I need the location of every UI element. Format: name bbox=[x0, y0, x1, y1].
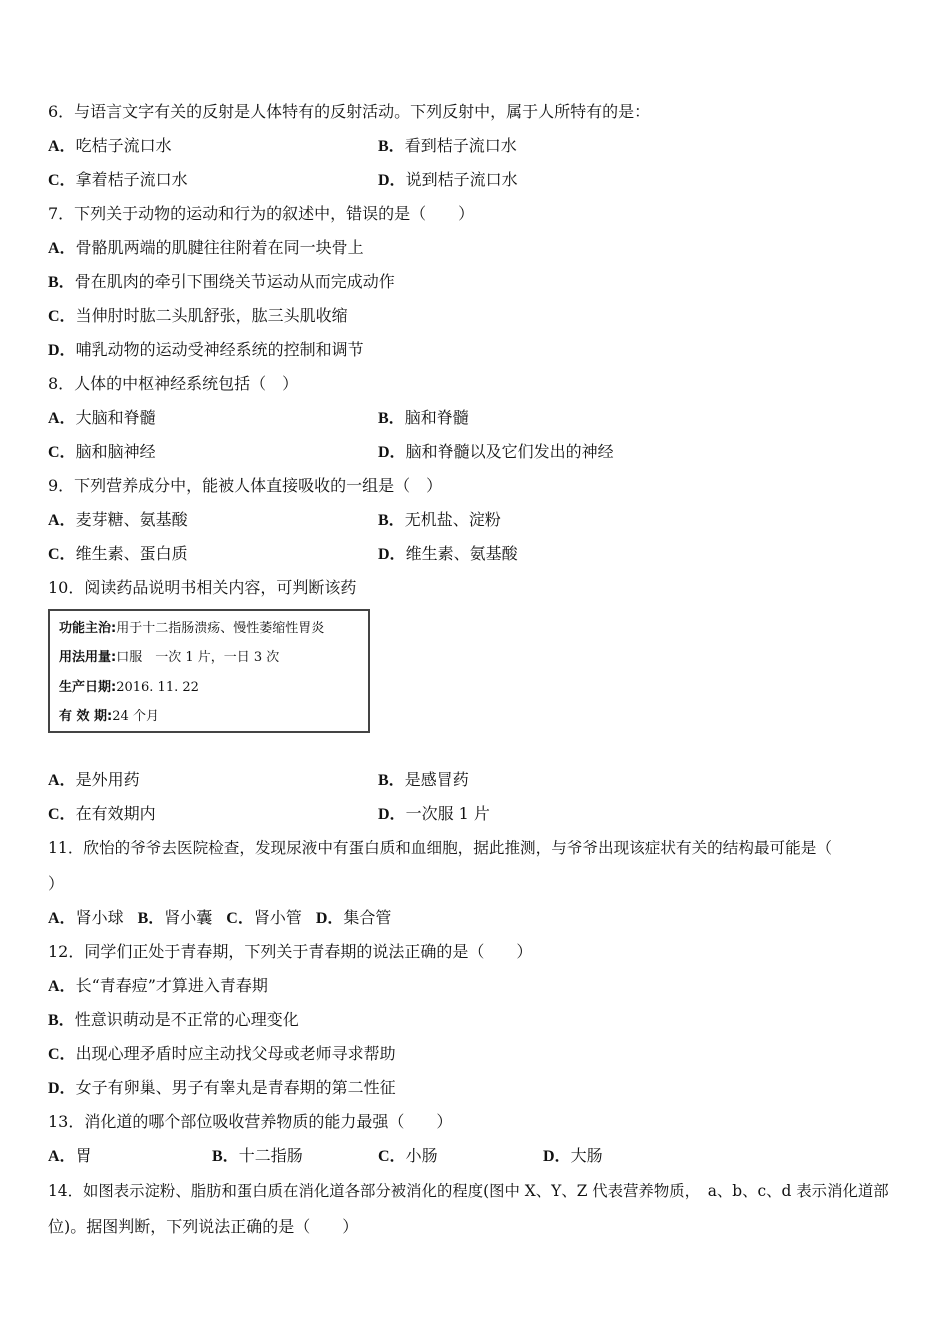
option-text: 小肠 bbox=[405, 1146, 438, 1165]
option-label: A． bbox=[48, 910, 76, 927]
q13-option-d bbox=[543, 1146, 603, 1167]
question-14-stem-line1: 14．如图表示淀粉、脂肪和蛋白质在消化道各部分被消化的程度(图中 X、Y、Z 代表营养物质， a、b、c、d 表示消化道部 bbox=[48, 1182, 889, 1200]
option-label: B． bbox=[378, 410, 405, 427]
option-label: C． bbox=[48, 308, 76, 325]
q8-option-d bbox=[378, 442, 614, 463]
option-label: A． bbox=[48, 978, 76, 995]
option-text: 胃 bbox=[75, 1146, 92, 1165]
label-key: 有 效 期: bbox=[59, 709, 113, 724]
label-key: 功能主治: bbox=[59, 621, 117, 636]
option-label: B． bbox=[48, 1012, 75, 1029]
option-text: 说到桔子流口水 bbox=[405, 170, 518, 189]
option-text: 肾小囊 bbox=[164, 908, 213, 927]
q6-option-d bbox=[378, 170, 518, 191]
option-label: B． bbox=[378, 772, 405, 789]
option-text: 肾小管 bbox=[253, 908, 302, 927]
option-label: D． bbox=[315, 910, 344, 927]
q13-option-c bbox=[378, 1146, 438, 1167]
option-label: C． bbox=[48, 806, 76, 823]
question-9-stem: 9．下列营养成分中，能被人体直接吸收的一组是（ ） bbox=[48, 476, 443, 495]
option-label: C． bbox=[378, 1148, 406, 1165]
option-label: D． bbox=[378, 444, 406, 461]
question-7-stem: 7．下列关于动物的运动和行为的叙述中，错误的是（ ） bbox=[48, 204, 475, 223]
q10-option-b bbox=[378, 770, 469, 791]
q12-option-b bbox=[48, 1010, 299, 1031]
option-label: B． bbox=[137, 910, 165, 927]
option-label: D． bbox=[48, 1080, 76, 1097]
question-10-stem: 10．阅读药品说明书相关内容，可判断该药 bbox=[48, 578, 357, 597]
q12-option-c bbox=[48, 1044, 396, 1065]
question-14-stem-line2: 位)。据图判断，下列说法正确的是（ ） bbox=[48, 1217, 359, 1236]
option-label: B． bbox=[212, 1148, 239, 1165]
option-text: 哺乳动物的运动受神经系统的控制和调节 bbox=[75, 340, 364, 359]
q10-option-d bbox=[378, 804, 490, 825]
option-text: 脑和脊髓以及它们发出的神经 bbox=[405, 442, 614, 461]
q8-option-c bbox=[48, 442, 156, 463]
q9-option-c bbox=[48, 544, 188, 565]
option-text: 是感冒药 bbox=[404, 770, 469, 789]
q6-option-a bbox=[48, 136, 172, 157]
option-text: 是外用药 bbox=[75, 770, 140, 789]
label-key: 用法用量: bbox=[59, 650, 117, 665]
option-label: A． bbox=[48, 138, 76, 155]
option-label: C． bbox=[48, 1046, 76, 1063]
option-text: 一次服 1 片 bbox=[405, 804, 490, 823]
label-row-production-date bbox=[59, 680, 199, 696]
label-value: 2016. 11. 22 bbox=[116, 680, 199, 695]
option-text: 无机盐、淀粉 bbox=[404, 510, 501, 529]
option-text: 拿着桔子流口水 bbox=[75, 170, 188, 189]
q8-option-a bbox=[48, 408, 156, 429]
option-text: 女子有卵巢、男子有睾丸是青春期的第二性征 bbox=[75, 1078, 396, 1097]
option-text: 集合管 bbox=[343, 908, 392, 927]
option-label: D． bbox=[378, 172, 406, 189]
option-text: 维生素、氨基酸 bbox=[405, 544, 518, 563]
q6-option-c bbox=[48, 170, 188, 191]
q12-option-a bbox=[48, 976, 268, 997]
option-text: 大肠 bbox=[570, 1146, 603, 1165]
option-label: A． bbox=[48, 410, 76, 427]
option-text: 出现心理矛盾时应主动找父母或老师寻求帮助 bbox=[75, 1044, 396, 1063]
option-text: 性意识萌动是不正常的心理变化 bbox=[74, 1010, 299, 1029]
q6-option-b bbox=[378, 136, 517, 157]
question-11-stem-line1: 11．欣怡的爷爷去医院检查，发现尿液中有蛋白质和血细胞，据此推测，与爷爷出现该症状有关的结构最可能是（ bbox=[48, 839, 832, 857]
q9-option-b bbox=[378, 510, 501, 531]
option-text: 在有效期内 bbox=[75, 804, 156, 823]
question-12-stem: 12．同学们正处于青春期，下列关于青春期的说法正确的是（ ） bbox=[48, 942, 533, 961]
label-value: 用于十二指肠溃疡、慢性萎缩性胃炎 bbox=[116, 621, 325, 636]
option-text: 维生素、蛋白质 bbox=[75, 544, 188, 563]
medicine-label-box bbox=[48, 609, 370, 733]
question-13-stem: 13．消化道的哪个部位吸收营养物质的能力最强（ ） bbox=[48, 1112, 453, 1131]
question-8-stem: 8．人体的中枢神经系统包括（ ） bbox=[48, 374, 299, 393]
q10-option-a bbox=[48, 770, 140, 791]
option-label: B． bbox=[48, 274, 75, 291]
label-row-dosage bbox=[59, 650, 279, 666]
option-label: C． bbox=[48, 172, 76, 189]
q9-option-d bbox=[378, 544, 518, 565]
q9-option-a bbox=[48, 510, 188, 531]
option-label: A． bbox=[48, 1148, 76, 1165]
q7-option-d bbox=[48, 340, 364, 361]
question-11-stem-line2: ） bbox=[48, 874, 65, 893]
q7-option-a bbox=[48, 238, 364, 259]
option-text: 脑和脊髓 bbox=[404, 408, 469, 427]
option-text: 骨在肌肉的牵引下围绕关节运动从而完成动作 bbox=[74, 272, 395, 291]
option-text: 骨骼肌两端的肌腱往往附着在同一块骨上 bbox=[75, 238, 364, 257]
option-text: 大脑和脊髓 bbox=[75, 408, 156, 427]
option-label: A． bbox=[48, 512, 76, 529]
option-label: A． bbox=[48, 772, 76, 789]
option-label: D． bbox=[543, 1148, 571, 1165]
q11-options-row bbox=[48, 908, 391, 929]
label-row-validity bbox=[59, 709, 159, 725]
q13-option-a bbox=[48, 1146, 92, 1167]
option-label: C． bbox=[48, 444, 76, 461]
option-text: 当伸肘时肱二头肌舒张，肱三头肌收缩 bbox=[75, 306, 348, 325]
option-text: 脑和脑神经 bbox=[75, 442, 156, 461]
option-label: B． bbox=[378, 512, 405, 529]
q7-option-c bbox=[48, 306, 348, 327]
q8-option-b bbox=[378, 408, 469, 429]
label-value: 24 个月 bbox=[112, 709, 159, 724]
question-6-stem: 6．与语言文字有关的反射是人体特有的反射活动。下列反射中，属于人所特有的是： bbox=[48, 102, 651, 121]
q10-option-c bbox=[48, 804, 156, 825]
q7-option-b bbox=[48, 272, 395, 293]
option-text: 麦芽糖、氨基酸 bbox=[75, 510, 188, 529]
q13-option-b bbox=[212, 1146, 303, 1167]
option-label: B． bbox=[378, 138, 405, 155]
option-text: 看到桔子流口水 bbox=[404, 136, 517, 155]
option-text: 长“青春痘”才算进入青春期 bbox=[75, 976, 268, 995]
label-row-indication bbox=[59, 621, 324, 637]
option-text: 吃桔子流口水 bbox=[75, 136, 172, 155]
option-label: C． bbox=[226, 910, 254, 927]
option-label: D． bbox=[378, 806, 406, 823]
label-key: 生产日期: bbox=[59, 680, 117, 695]
label-value: 口服 一次 1 片，一日 3 次 bbox=[116, 650, 280, 665]
option-label: C． bbox=[48, 546, 76, 563]
option-label: D． bbox=[378, 546, 406, 563]
option-label: A． bbox=[48, 240, 76, 257]
q12-option-d bbox=[48, 1078, 396, 1099]
option-label: D． bbox=[48, 342, 76, 359]
option-text: 肾小球 bbox=[75, 908, 124, 927]
option-text: 十二指肠 bbox=[238, 1146, 303, 1165]
